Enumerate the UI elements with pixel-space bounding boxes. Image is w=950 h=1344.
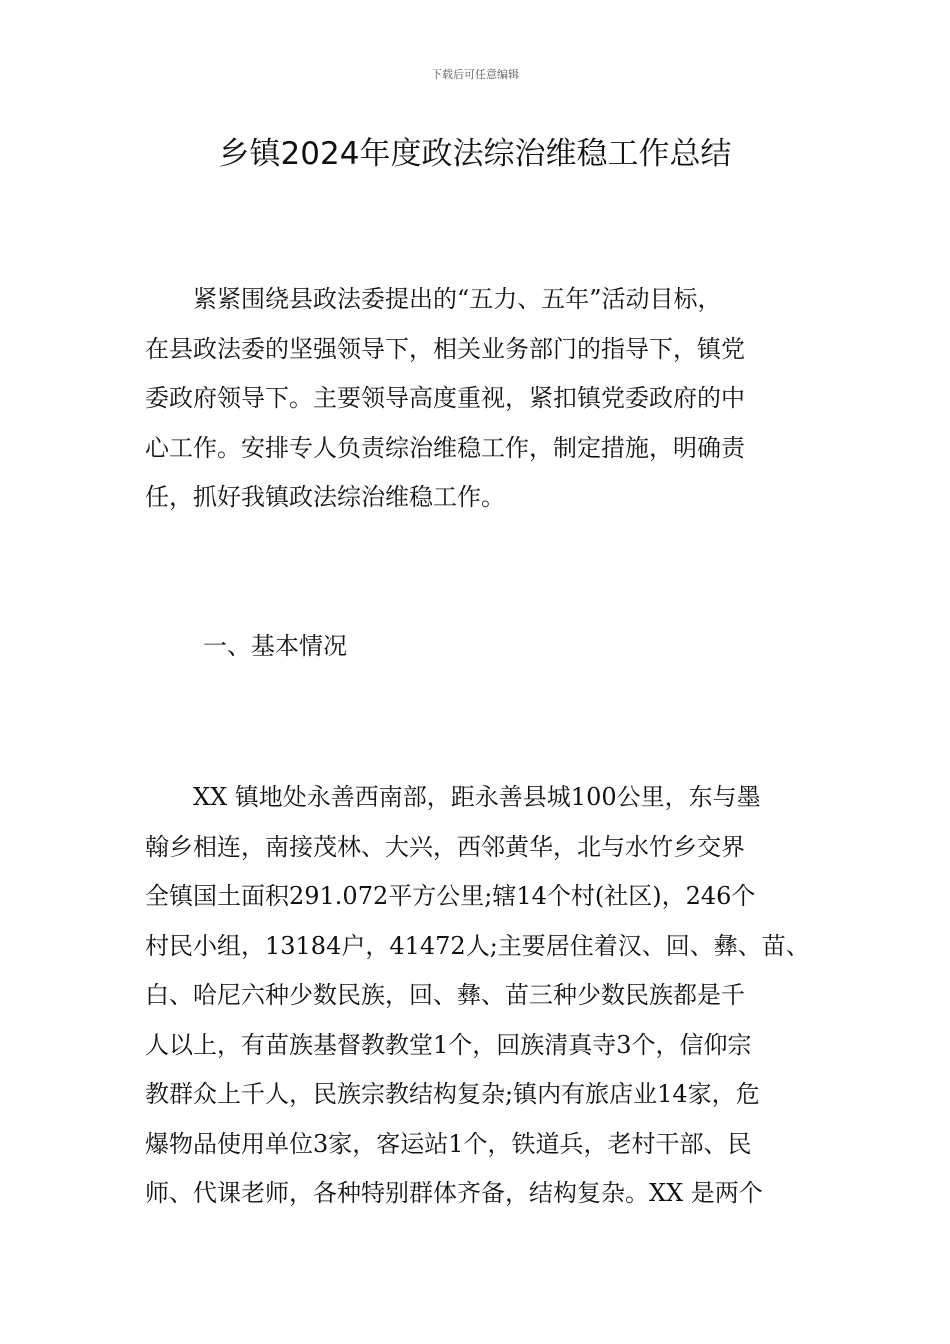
- paragraph-line: 人以上，有苗族基督教教堂1个，回族清真寺3个，信仰宗: [145, 1030, 752, 1059]
- paragraph-line: 心工作。安排专人负责综治维稳工作，制定措施，明确责: [145, 433, 745, 462]
- paragraph-line: 任，抓好我镇政法综治维稳工作。: [145, 483, 505, 511]
- header-note: 下载后可任意编辑: [431, 68, 519, 81]
- paragraph-line: 教群众上千人，民族宗教结构复杂;镇内有旅店业14家，危: [145, 1080, 760, 1108]
- section-heading: 一、基本情况: [203, 632, 347, 660]
- paragraph-line: 村民小组，13184户，41472人;主要居住着汉、回、彝、苗、: [145, 931, 810, 960]
- paragraph-line: 爆物品使用单位3家，客运站1个，铁道兵，老村干部、民: [145, 1129, 752, 1158]
- paragraph-line: 全镇国土面积291.072平方公里;辖14个村(社区)，246个: [145, 882, 756, 910]
- basic-situation-paragraph: [145, 773, 820, 1219]
- paragraph-line: 白、哈尼六种少数民族，回、彝、苗三种少数民族都是千: [145, 981, 745, 1009]
- intro-paragraph: [145, 275, 820, 523]
- paragraph-line: 在县政法委的坚强领导下，相关业务部门的指导下，镇党: [145, 334, 745, 363]
- paragraph-line: 翰乡相连，南接茂林、大兴，西邻黄华，北与水竹乡交界: [145, 832, 745, 861]
- paragraph-line: 师、代课老师，各种特别群体齐备，结构复杂。XX 是两个: [145, 1179, 763, 1207]
- paragraph-line: 委政府领导下。主要领导高度重视，紧扣镇党委政府的中: [145, 384, 745, 412]
- paragraph-line: 紧紧围绕县政法委提出的“五力、五年”活动目标，: [145, 285, 722, 313]
- paragraph-line: XX 镇地处永善西南部，距永善县城100公里，东与墨: [145, 783, 761, 811]
- document-title: 乡镇2024年度政法综治维稳工作总结: [218, 136, 732, 172]
